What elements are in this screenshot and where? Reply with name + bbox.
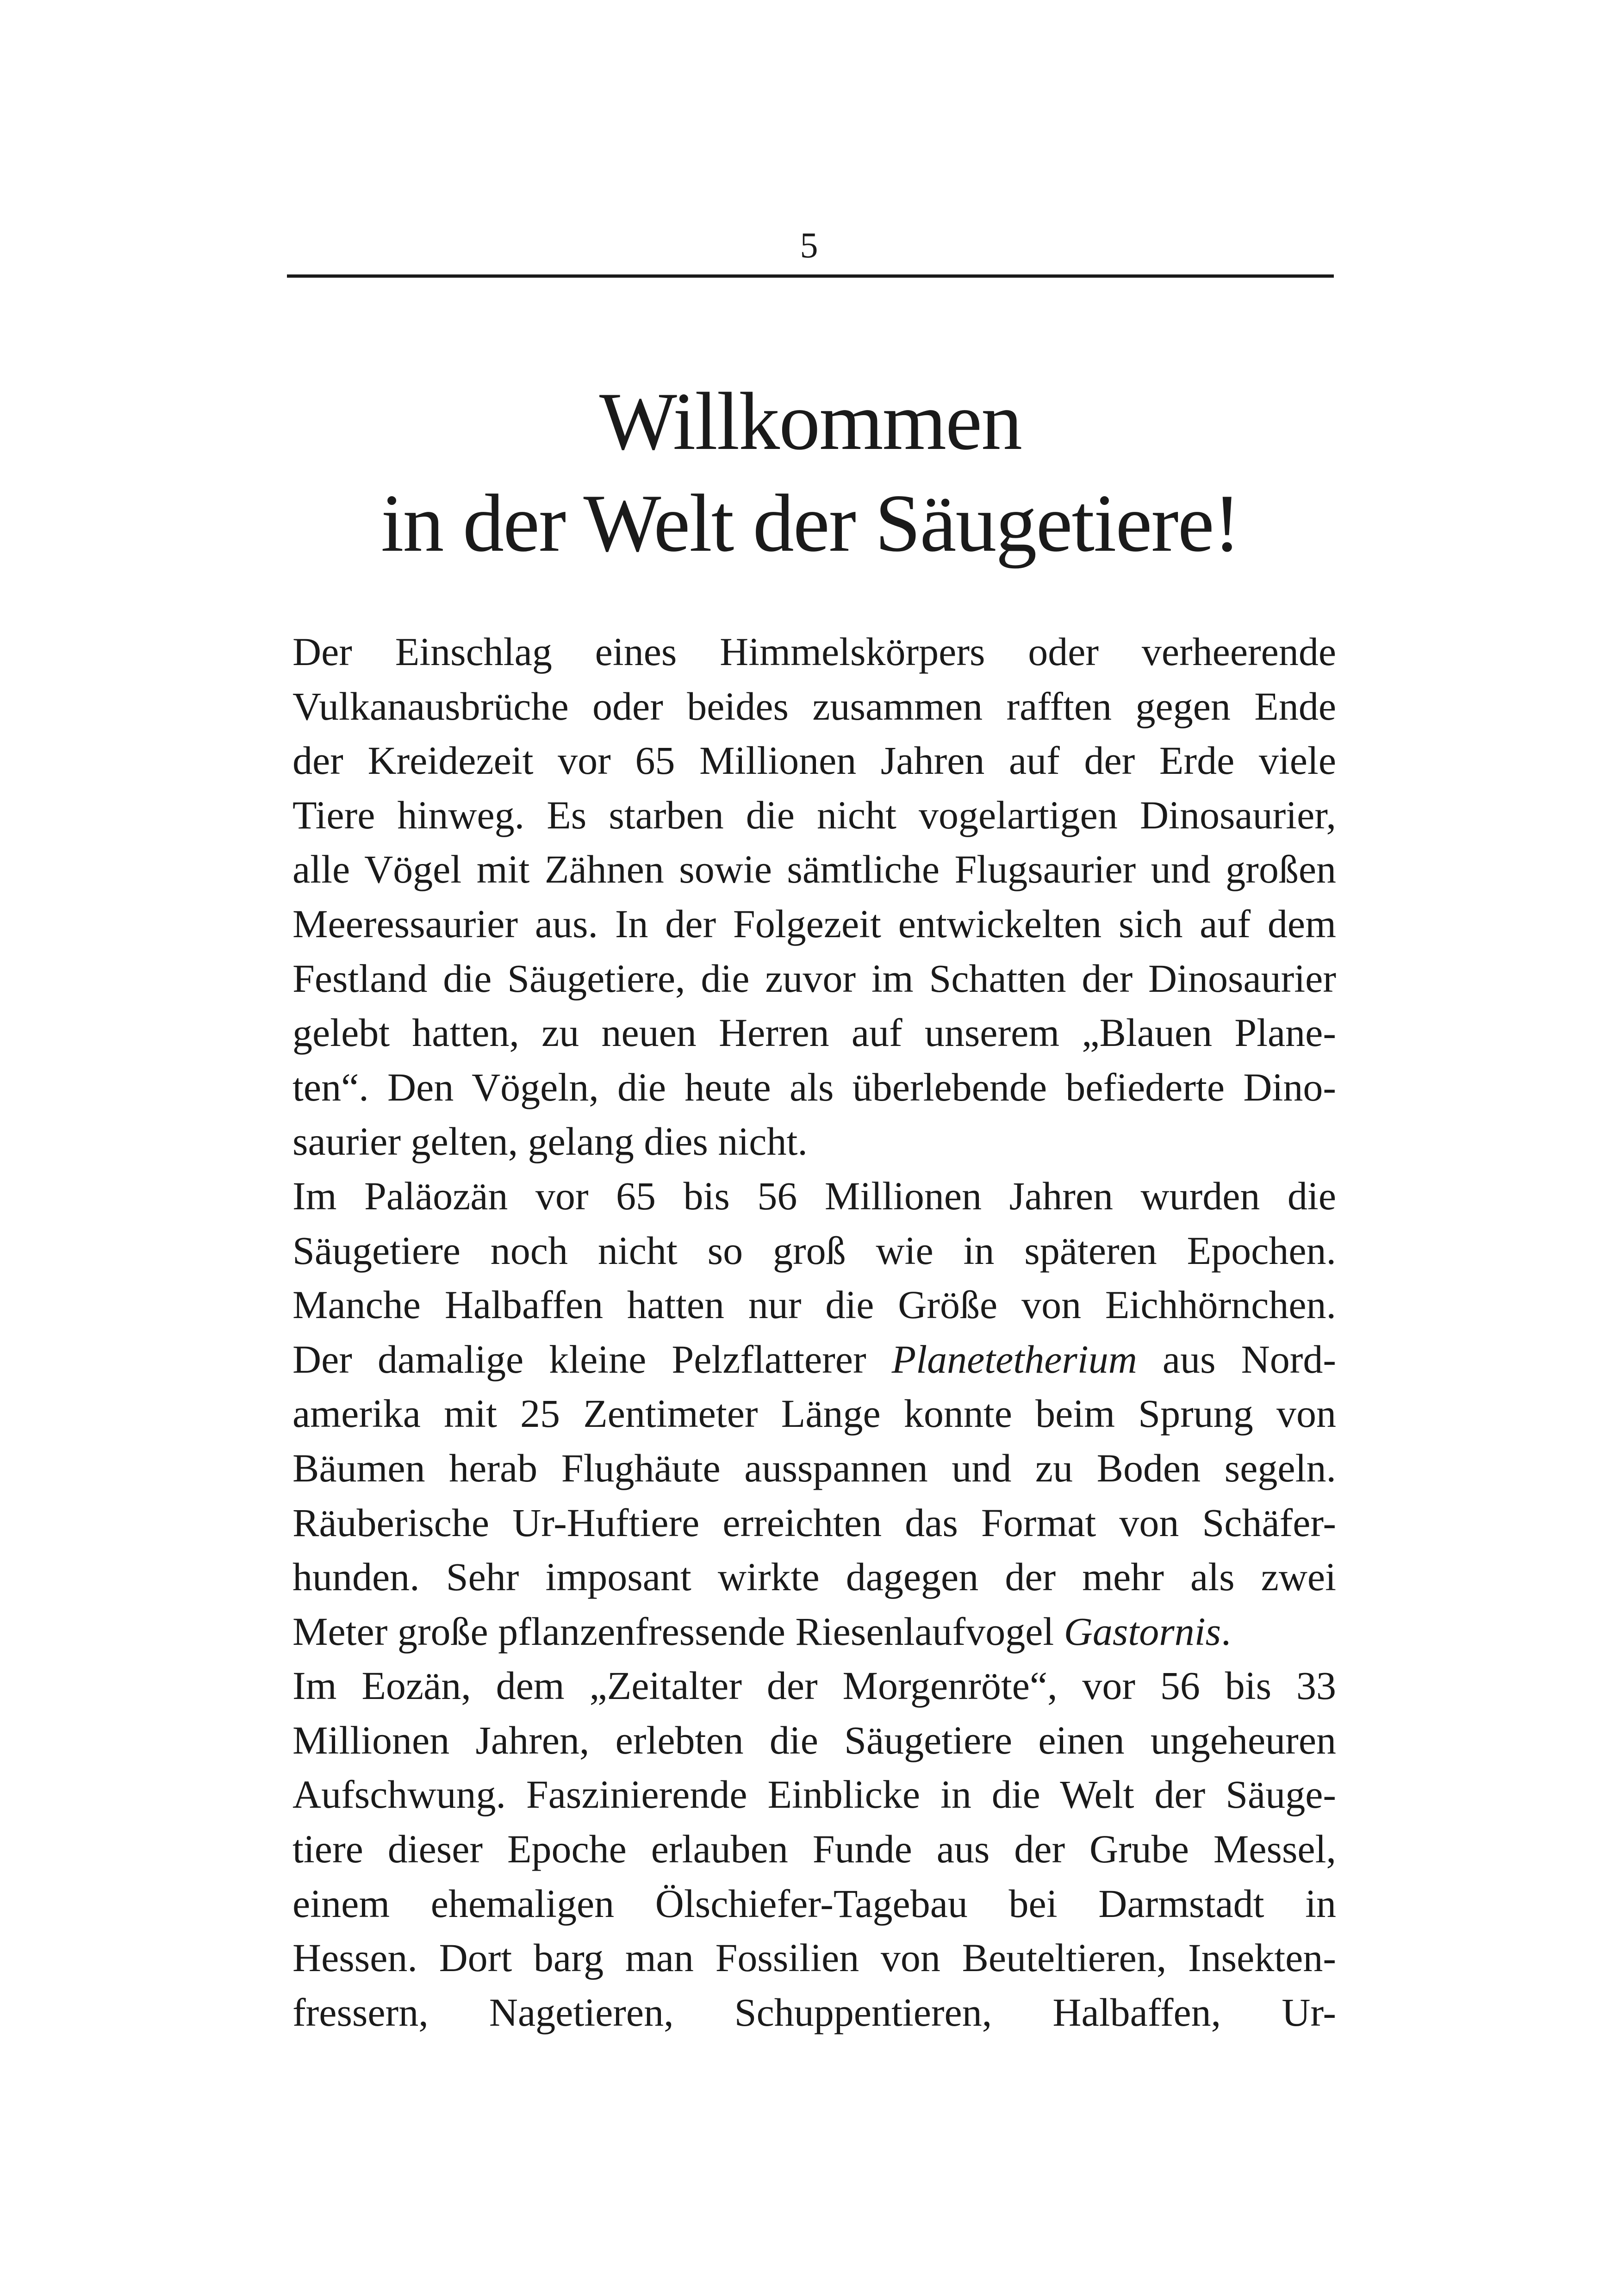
text-segment: aus Nord- xyxy=(1137,1337,1336,1381)
text-line: tiere dieser Epoche erlauben Funde aus der Grube Messel, xyxy=(292,1827,1336,1872)
text-line: saurier gelten, gelang dies nicht. xyxy=(292,1119,808,1164)
text-segment: Meter große pflanzenfressende Riesenlaufvogel xyxy=(292,1609,1064,1654)
text-line: gelebt hatten, zu neuen Herren auf unserem „Blauen Plane- xyxy=(292,1010,1336,1055)
text-line: Festland die Säugetiere, die zuvor im Schatten der Dinosaurier xyxy=(292,956,1336,1001)
text-line: Meeressaurier aus. In der Folgezeit entwickelten sich auf dem xyxy=(292,901,1336,946)
text-line: Bäumen herab Flughäute ausspannen und zu Boden segeln. xyxy=(292,1445,1336,1490)
text-segment: Der damalige kleine Pelzflatterer xyxy=(292,1337,892,1381)
page-number: 5 xyxy=(800,225,818,265)
text-line: hunden. Sehr imposant wirkte dagegen der mehr als zwei xyxy=(292,1555,1336,1599)
paragraph-1 xyxy=(292,625,1336,1169)
text-line: Tiere hinweg. Es starben die nicht vogelartigen Dinosaurier, xyxy=(292,792,1336,837)
text-line xyxy=(292,1332,1336,1387)
chapter-title-line-1: Willkommen xyxy=(599,375,1022,467)
taxon-name: Planetetherium xyxy=(891,1337,1137,1381)
header-rule xyxy=(287,274,1334,278)
body-text xyxy=(292,625,1336,2040)
paragraph-3 xyxy=(292,1659,1336,2040)
text-line: fressern, Nagetieren, Schuppentieren, Halbaffen, Ur- xyxy=(292,1990,1336,2035)
text-line: Millionen Jahren, erlebten die Säugetiere einen ungeheuren xyxy=(292,1717,1336,1762)
text-line: Aufschwung. Faszinierende Einblicke in die Welt der Säuge- xyxy=(292,1772,1336,1817)
text-line: Hessen. Dort barg man Fossilien von Beuteltieren, Insekten- xyxy=(292,1935,1336,1980)
text-line: Im Paläozän vor 65 bis 56 Millionen Jahren wurden die xyxy=(292,1173,1336,1218)
text-line: Vulkanausbrüche oder beides zusammen rafften gegen Ende xyxy=(292,684,1336,728)
text-line: Im Eozän, dem „Zeitalter der Morgenröte“, vor 56 bis 33 xyxy=(292,1663,1336,1708)
text-segment: . xyxy=(1221,1609,1231,1654)
text-line: Der Einschlag eines Himmelskörpers oder verheerende xyxy=(292,629,1336,674)
paragraph-2 xyxy=(292,1169,1336,1659)
text-line: einem ehemaligen Ölschiefer-Tagebau bei Darmstadt in xyxy=(292,1881,1336,1926)
text-line: Manche Halbaffen hatten nur die Größe von Eichhörnchen. xyxy=(292,1282,1336,1327)
text-line: ten“. Den Vögeln, die heute als überlebende befiederte Dino- xyxy=(292,1064,1336,1109)
text-line: Säugetiere noch nicht so groß wie in späteren Epochen. xyxy=(292,1228,1336,1273)
text-line: amerika mit 25 Zentimeter Länge konnte beim Sprung von xyxy=(292,1391,1336,1436)
chapter-title-line-2: in der Welt der Säugetiere! xyxy=(381,477,1240,569)
text-line: Räuberische Ur-Huftiere erreichten das Format von Schäfer- xyxy=(292,1500,1336,1545)
chapter-title xyxy=(287,370,1334,574)
taxon-name: Gastornis xyxy=(1064,1609,1221,1654)
text-line: der Kreidezeit vor 65 Millionen Jahren auf der Erde viele xyxy=(292,738,1336,783)
text-line: alle Vögel mit Zähnen sowie sämtliche Flugsaurier und großen xyxy=(292,847,1336,892)
text-line xyxy=(292,1605,1336,1659)
